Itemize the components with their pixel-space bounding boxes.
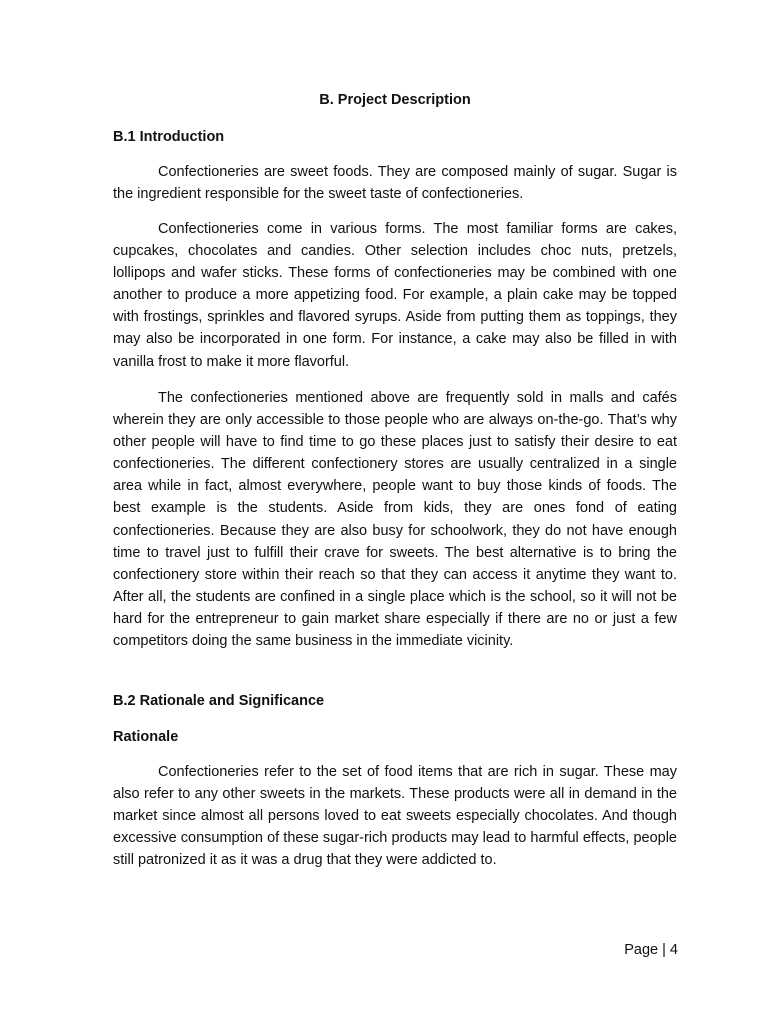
section-heading-rationale-significance: B.2 Rationale and Significance: [113, 693, 325, 709]
subheading-rationale: Rationale: [113, 729, 179, 745]
document-title: B. Project Description: [319, 92, 471, 108]
intro-paragraph-2: Confectioneries come in various forms. The most familiar forms are cakes, cupcakes, chocolates and candies. Other selection includes choc nuts, pretzels, lollipops and wafer sticks. These forms of confectioneries may be combined with one another to produce a more appetizing food. For example, a plain cake may be topped with frostings, sprinkles and flavored syrups. Aside from putting them as toppings, they may also be incorporated in one form. For instance, a cake may also be filled in with vanilla frost to make it more flavorful.: [113, 221, 677, 370]
intro-paragraph-3: The confectioneries mentioned above are frequently sold in malls and cafés wherein they are only accessible to those people who are always on-the-go. That’s why other people will have to find time to go these places just to satisfy their desire to eat confectioneries. The different confectionery stores are usually centralized in a single area while in fact, almost everywhere, people want to buy those kinds of foods. The best example is the students. Aside from kids, they are ones fond of eating confectioneries. Because they are also busy for schoolwork, they do not have enough time to travel just to fulfill their crave for sweets. The best alternative is to bring the confectionery store within their reach so that they can access it anytime they want to. After all, the students are confined in a single place which is the school, so it will not be hard for the entrepreneur to gain market share especially if there are no or just a few competitors doing the same business in the immediate vicinity.: [113, 390, 677, 650]
intro-paragraph-1: Confectioneries are sweet foods. They are composed mainly of sugar. Sugar is the ingredient responsible for the sweet taste of confectioneries.: [113, 164, 677, 203]
rationale-paragraph-1: Confectioneries refer to the set of food items that are rich in sugar. These may also refer to any other sweets in the markets. These products were all in demand in the market since almost all persons loved to eat sweets especially chocolates. And though excessive consumption of these sugar-rich products may lead to harmful effects, people still patronized it as it was a drug that they were addicted to.: [113, 764, 677, 869]
section-heading-introduction: B.1 Introduction: [113, 129, 225, 145]
page-number: Page | 4: [624, 942, 678, 958]
